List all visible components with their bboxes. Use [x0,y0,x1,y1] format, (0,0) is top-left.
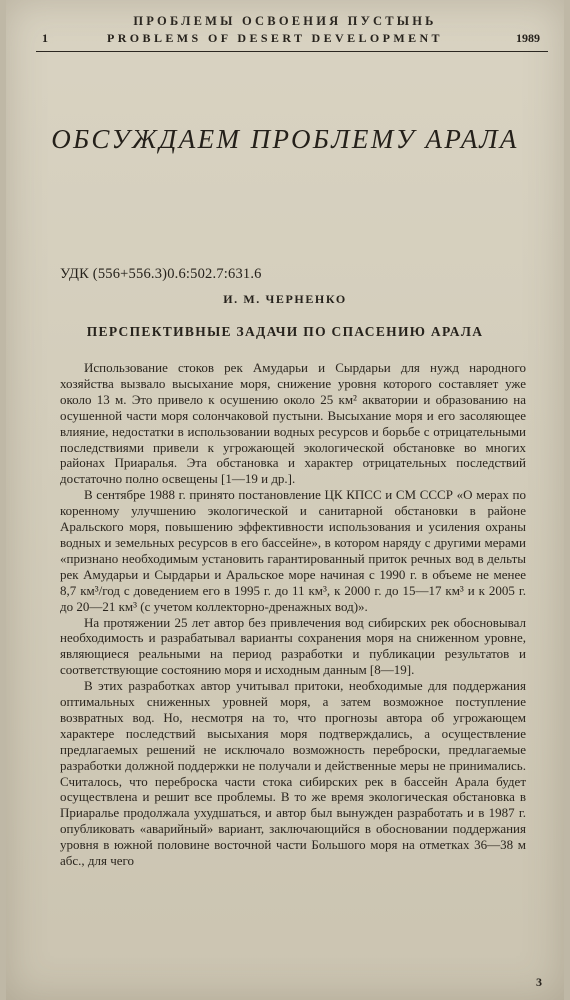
body-paragraph-4: В этих разработках автор учитывал притоки, необходимые для поддержания оптимальных сниженных уровней моря, а затем возможное поступление возвратных вод. Но, несмотря на то, что прогнозы автора об угрожающем характере последствий высыхания моря подтверждались, а осуществление предлагаемых решений не исключало возможность переброски, предлагаемые разработки должной поддержки не получали и действенные меры не принимались. Считалось, что переброска части стока сибирских рек в бассейн Арала будет осуществлена и решит все проблемы. В то же время экологическая обстановка в Приаралье продолжала ухудшаться, и автор был вынужден разработать и в 1987 г. опубликовать «аварийный» вариант, заключающийся в обосновании поддержания уровня в южной половине восточной части Большого моря на отметках 36—38 м абс., для чего [60,678,526,869]
section-title: ОБСУЖДАЕМ ПРОБЛЕМУ АРАЛА [51,124,519,154]
publication-year: 1989 [516,31,540,45]
body-paragraph-1: Использование стоков рек Амударьи и Сырдарьи для нужд народного хозяйства вызвало высыхание моря, снижение уровня которого составляет уже около 13 м. Это привело к осушению около 25 км² акватории и образованию на осушенной части моря солончаковой пустыни. Высыхание моря и его засоляющее влияние, недостатки в использовании водных ресурсов и борьбе с отрицательными последствиями привели к угрожающей экологической обстановке во многих районах Приаралья. Эта обстановка и характер отрицательных последствий достаточно полно освещены [1—19 и др.]. [60,360,526,487]
page-number: 3 [536,975,542,989]
body-paragraph-3: На протяжении 25 лет автор без привлечения вод сибирских рек обосновывал необходимость и разрабатывал варианты сохранения моря на сниженном уровне, являющиеся реальными на период разработки и публикации результатов и соответствующие состоянию моря и исходным данным [8—19]. [60,614,526,678]
journal-title-russian: ПРОБЛЕМЫ ОСВОЕНИЯ ПУСТЫНЬ [133,14,437,28]
journal-page [6,0,564,1000]
running-header [42,31,540,47]
author-name: И. М. ЧЕРНЕНКО [223,292,347,306]
article-title: ПЕРСПЕКТИВНЫЕ ЗАДАЧИ ПО СПАСЕНИЮ АРАЛА [86,324,484,339]
body-paragraph-2: В сентябре 1988 г. принято постановление ЦК КПСС и СМ СССР «О мерах по коренному улучшению экологической и санитарной обстановки в районе Аральского моря, повышению эффективности использования и усиления охраны водных и земельных ресурсов в его бассейне», в котором наряду с другими мерами «признано необходимым установить гарантированный приток речных вод в дельты рек Амударьи и Сырдарьи и Аральское море начиная с 1990 г. в объеме не менее 8,7 км³/год с доведением его в 1995 г. до 11 км³, к 2000 г. до 15—17 км³ и к 2005 г. до 20—21 км³ (с учетом коллекторно-дренажных вод)». [60,487,526,614]
udc-code: УДК (556+556.3)0.6:502.7:631.6 [60,266,262,282]
header-rule [36,51,548,52]
issue-number: 1 [42,31,48,45]
article-body [60,360,526,869]
journal-title-english: PROBLEMS OF DESERT DEVELOPMENT [107,31,443,45]
